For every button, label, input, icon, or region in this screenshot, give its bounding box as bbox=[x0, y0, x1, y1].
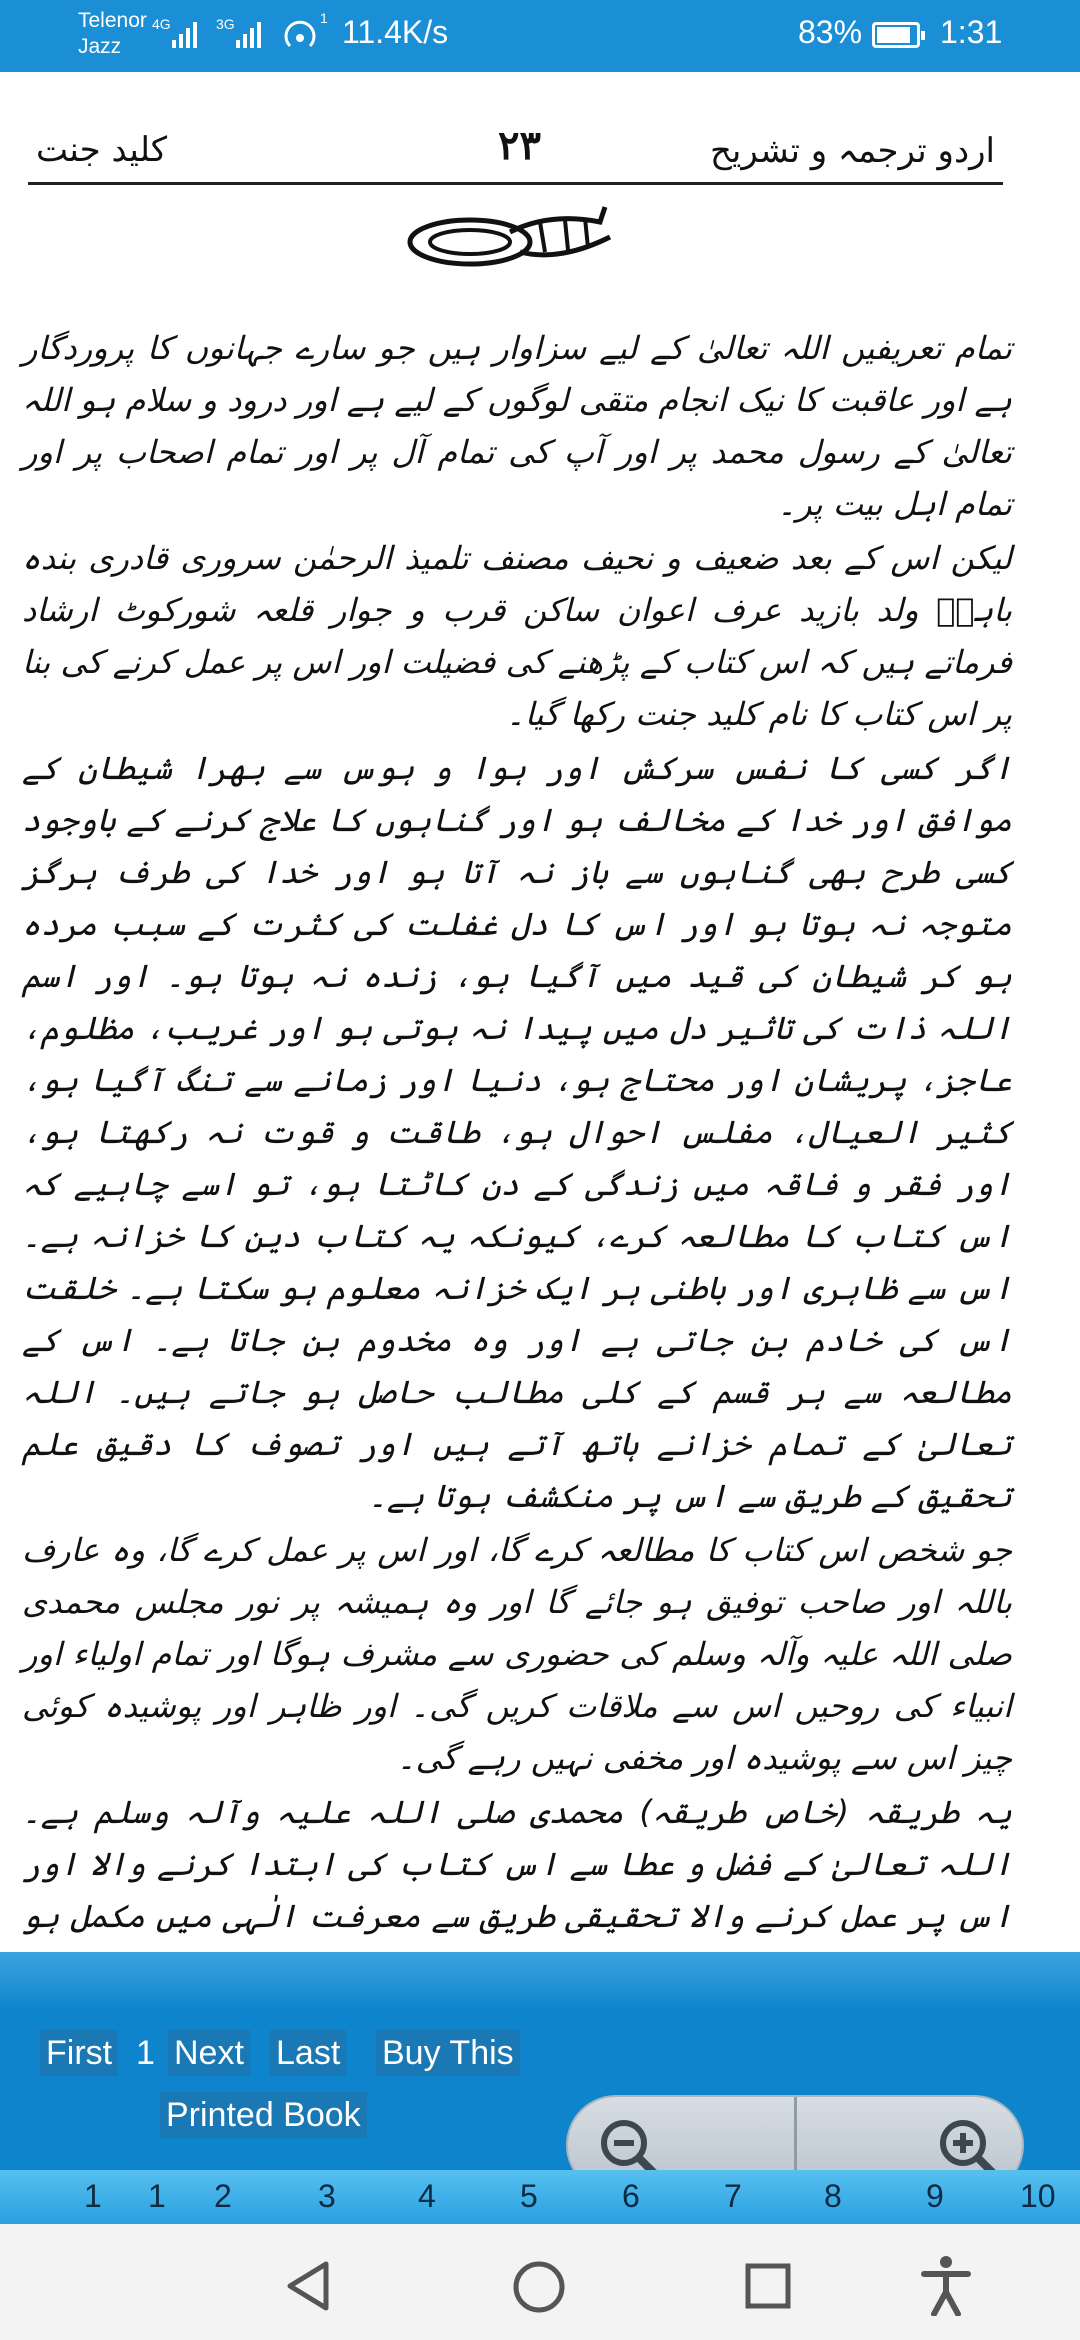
page-strip-item[interactable]: 6 bbox=[622, 2178, 640, 2214]
page-text bbox=[22, 322, 1013, 1935]
system-navigation-bar bbox=[0, 2224, 1080, 2340]
recents-square-icon[interactable] bbox=[744, 2262, 792, 2310]
back-triangle-icon[interactable] bbox=[284, 2260, 332, 2312]
page-strip-item[interactable]: 10 bbox=[1020, 2178, 1056, 2214]
buy-book-button-line2[interactable]: Printed Book bbox=[160, 2092, 367, 2138]
clock: 1:31 bbox=[940, 14, 1003, 50]
status-bar bbox=[0, 0, 1080, 72]
header-divider bbox=[28, 182, 1003, 185]
last-page-button[interactable]: Last bbox=[270, 2030, 346, 2076]
page-strip-item[interactable]: 4 bbox=[418, 2178, 436, 2214]
battery-icon bbox=[872, 22, 920, 48]
network-type-1: 4G bbox=[152, 16, 171, 32]
next-page-button[interactable]: Next bbox=[168, 2030, 250, 2076]
hotspot-icon bbox=[280, 16, 320, 52]
current-page-indicator: 1 bbox=[136, 2034, 155, 2072]
page-strip-item[interactable]: 9 bbox=[926, 2178, 944, 2214]
book-page bbox=[0, 72, 1080, 1952]
first-page-button[interactable]: First bbox=[40, 2030, 118, 2076]
network-speed: 11.4K/s bbox=[342, 14, 449, 50]
paragraph: یہ طریقہ (خاص طریقہ) محمدی صلی اللہ علیہ وآلہ وسلم ہے۔ اللہ تعالیٰ کے فضل و عطا سے اس کتاب کی ابتدا کرنے والا اور اس پر عمل کرنے والا تحقیقی طریق سے معرفت الٰہی میں مکمل ہو bbox=[22, 1793, 1012, 1935]
buy-book-button-line1[interactable]: Buy This bbox=[376, 2030, 520, 2076]
paragraph: تمام تعریفیں اللہ تعالیٰ کے لیے سزاوار ہیں جو سارے جہانوں کا پروردگار ہے اور عاقبت کا نیک انجام متقی لوگوں کے لیے ہے اور درود و سلام ہو اللہ تعالیٰ کے رسول محمد پر اور آپ کی تمام آل پر اور تمام اصحاب پر اور تمام اہل بیت پر۔ bbox=[22, 329, 1012, 523]
page-header bbox=[28, 122, 1003, 182]
page-strip-item[interactable]: 7 bbox=[724, 2178, 742, 2214]
header-book-title: کلید جنت bbox=[36, 130, 168, 170]
page-strip-item[interactable]: 2 bbox=[214, 2178, 232, 2214]
page-strip-item[interactable]: 5 bbox=[520, 2178, 538, 2214]
bismillah-calligraphy-icon bbox=[400, 192, 620, 292]
hotspot-badge: 1 bbox=[320, 10, 328, 26]
paragraph: اگر کسی کا نفس سرکش اور ہوا و ہوس سے بھرا شیطان کے موافق اور خدا کے مخالف ہو اور گناہوں کا علاج کرنے کے باوجود کسی طرح بھی گناہوں سے باز نہ آتا ہو اور خدا کی طرف ہرگز متوجہ نہ ہوتا ہو اور اس کا دل غفلت کی کثرت کے سبب مردہ ہو کر شیطان کی قید میں آگیا ہو، زندہ نہ ہوتا ہو۔ اور اسم اللہ ذات کی تاثیر دل میں پیدا نہ ہوتی ہو اور غریب، مظلوم، عاجز، پریشان اور محتاج ہو، دنیا اور زمانے سے تنگ آگیا ہو، کثیر العیال، مفلس احوال ہو، طاقت و قوت نہ رکھتا ہو، اور فقر و فاقہ میں زندگی کے دن کاٹتا ہو، تو اسے چاہیے کہ اس کتاب کا مطالعہ کرے، کیونکہ یہ کتاب دین کا خزانہ ہے۔ اس سے ظاہری اور باطنی ہر ایک خزانہ معلوم ہو سکتا ہے۔ خلقت اس کی خادم بن جاتی ہے اور وہ مخدوم بن جاتا ہے۔ اس کے مطالعہ سے ہر قسم کے کلی مطالب حاصل ہو جاتے ہیں۔ اللہ تعالیٰ کے تمام خزانے ہاتھ آتے ہیں اور تصوف کا دقیق علم تحقیق کے طریق سے اس پر منکشف ہوتا ہے۔ bbox=[22, 749, 1013, 1515]
header-page-number: ۲۳ bbox=[498, 122, 541, 169]
page-strip-item[interactable]: 8 bbox=[824, 2178, 842, 2214]
signal-bars-1-icon bbox=[172, 18, 197, 48]
paragraph: لیکن اس کے بعد ضعیف و نحیف مصنف تلمیذ الرحمٰن سروری قادری بندہ باہوؒ ولد بازید عرف اعوان ساکن قرب و جوار قلعہ شورکوٹ ارشاد فرماتے ہیں کہ اس کتاب کے پڑھنے کی فضیلت اور اس پر عمل کرنے کی بنا پر اس کتاب کا نام کلید جنت رکھا گیا۔ bbox=[22, 539, 1012, 733]
paragraph: جو شخص اس کتاب کا مطالعہ کرے گا، اور اس پر عمل کرے گا، وہ عارف باللہ اور صاحب توفیق ہو جائے گا اور وہ ہمیشہ پر نور مجلس محمدی صلی اللہ علیہ وآلہ وسلم کی حضوری سے مشرف ہوگا اور تمام اولیاء اور انبیاء کی روحیں اس سے ملاقات کریں گی۔ اور ظاہر اور پوشیدہ کوئی چیز اس سے پوشیدہ اور مخفی نہیں رہے گی۔ bbox=[22, 1531, 1012, 1777]
carrier-label: Telenor Jazz bbox=[78, 9, 147, 58]
home-circle-icon[interactable] bbox=[512, 2260, 566, 2314]
signal-bars-2-icon bbox=[236, 18, 261, 48]
battery-percent: 83% bbox=[798, 14, 863, 50]
header-section-title: اردو ترجمہ و تشریح bbox=[709, 131, 995, 171]
accessibility-icon[interactable] bbox=[918, 2254, 974, 2316]
page-strip-item[interactable]: 3 bbox=[318, 2178, 336, 2214]
page-strip-item[interactable]: 1 bbox=[84, 2178, 102, 2214]
page-strip-item[interactable]: 1 bbox=[148, 2178, 166, 2214]
network-type-2: 3G bbox=[216, 16, 235, 32]
